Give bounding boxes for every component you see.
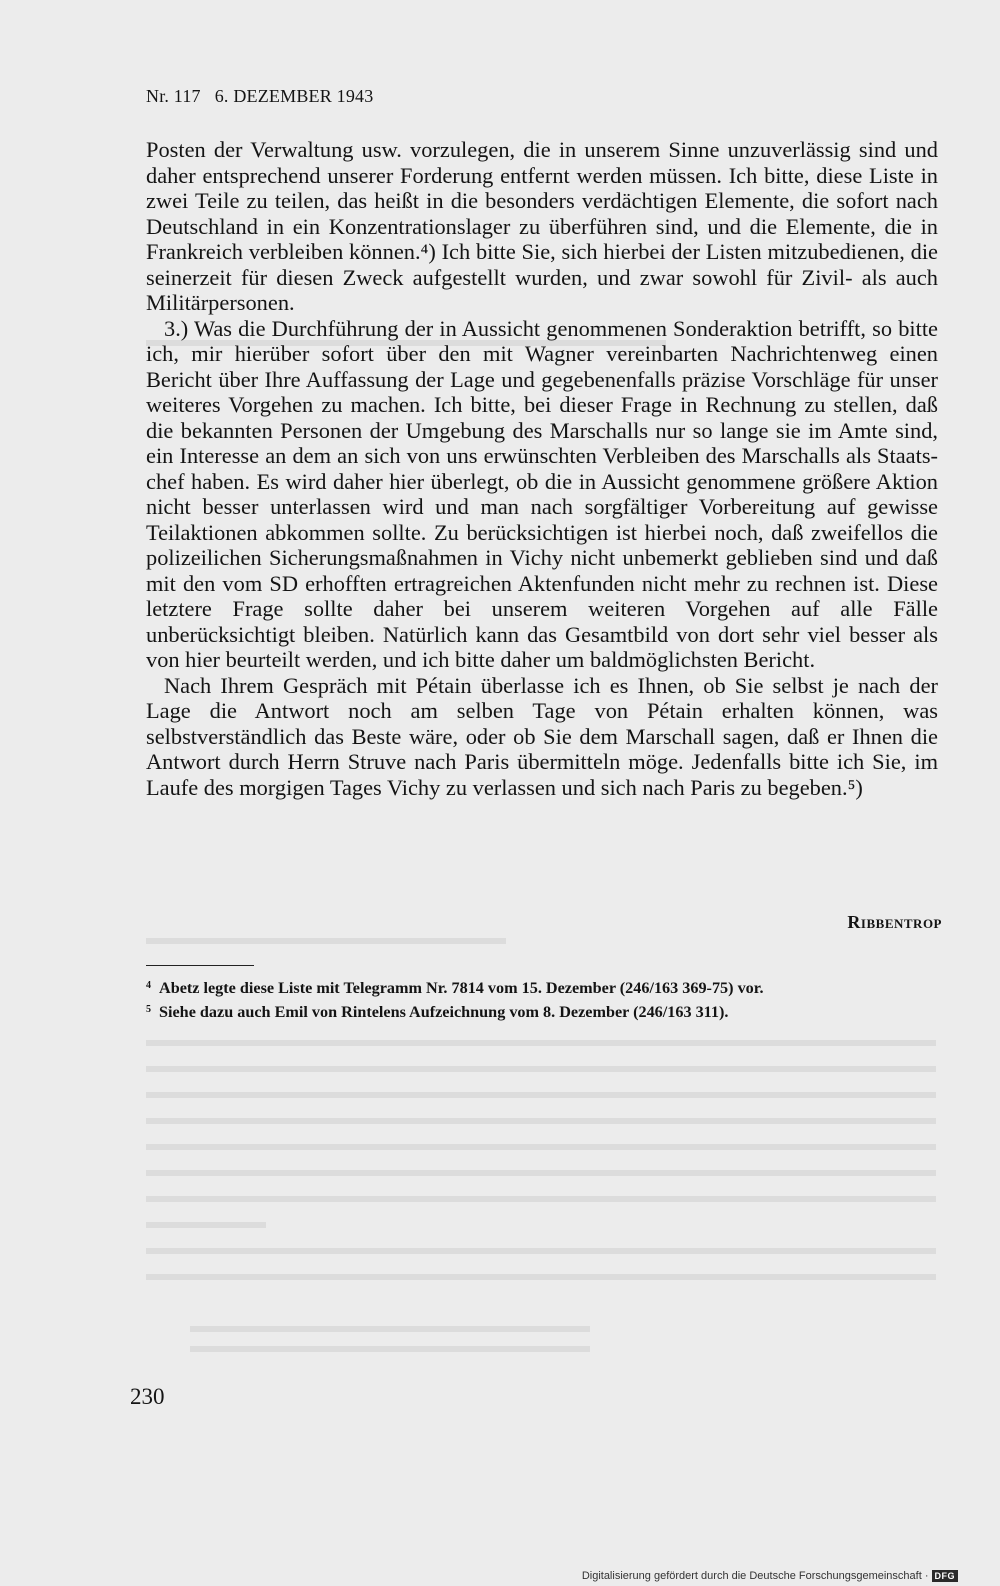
paragraph: Posten der Verwaltung usw. vorzulegen, die in unserem Sinne unzuverlässig sind und daher entsprechend unserer Forderung entfernt werden müssen. Ich bitte, diese Liste in zwei Teile zu teilen, das heißt in die besonders verdächtigen Elemente, die sofort nach Deutschland in ein Konzentrationslager zu überführen sind, und die Elemente, die in Frankreich verbleiben können.⁴) Ich bitte Sie, sich hierbei der Listen mitzubedienen, die seinerzeit für diesen Zweck aufgestellt wurden, und zwar sowohl für Zivil- als auch Militärpersonen. xyxy=(146,137,938,315)
footnote xyxy=(146,975,938,999)
dfg-logo: DFG xyxy=(932,1570,959,1582)
paragraph: 3.) Was die Durchführung der in Aussicht genommenen Sonderaktion betrifft, so bitte ich, mir hierüber sofort über den mit Wagner vereinbarten Nachrichtenweg einen Bericht über Ihre Auffassung der Lage und gegebenenfalls präzise Vorschläge für unser weiteres Vorgehen zu machen. Ich bitte, bei dieser Frage in Rechnung zu stellen, daß die bekannten Personen der Umgebung des Marschalls nur so lange sie im Amte sind, ein Interesse an dem an sich von uns erwünschten Verbleiben des Marschalls als Staatschef haben. Es wird daher hier überlegt, ob die in Aussicht genommene größere Aktion nicht besser unterlassen wird und man nach sorgfältiger Vorbereitung auf gewisse Teilaktionen abkommen sollte. Zu berücksichtigen ist hierbei noch, daß zweifellos die polizeilichen Sicherungsmaßnahmen in Vichy nicht unbemerkt geblieben sind und daß mit den vom SD erhofften ertragreichen Aktenfunden nicht mehr zu rechnen ist. Diese letztere Frage sollte daher bei unserem weiteren Vorgehen auf alle Fälle unberücksichtigt bleiben. Natürlich kann das Gesamtbild von dort sehr viel besser als von hier beurteilt werden, und ich bitte daher um baldmöglichsten Bericht. xyxy=(146,315,938,672)
footnote-mark: 5 xyxy=(146,1004,151,1015)
bleed-through-mark xyxy=(146,1248,936,1254)
footnote-divider xyxy=(146,965,254,966)
footnote-text: Siehe dazu auch Emil von Rintelens Aufzeichnung vom 8. Dezember (246/163 311). xyxy=(159,1003,729,1021)
bleed-through-mark xyxy=(146,1118,936,1124)
footnote-mark: 4 xyxy=(146,980,151,991)
signature: Ribbentrop xyxy=(847,912,942,932)
bleed-through-mark xyxy=(190,1326,590,1332)
digitization-credit xyxy=(582,1570,958,1582)
document-date: 6. DEZEMBER 1943 xyxy=(214,86,374,106)
page-number: 230 xyxy=(130,1384,165,1409)
footnote-text: Abetz legte diese Liste mit Telegramm Nr. 7814 vom 15. Dezember (246/163 369-75) vor. xyxy=(159,979,764,997)
bleed-through-mark xyxy=(146,1040,936,1046)
bleed-through-mark xyxy=(146,1170,936,1176)
bleed-through-mark xyxy=(146,1144,936,1150)
credit-text: Digitalisierung gefördert durch die Deutsche Forschungsgemeinschaft · xyxy=(581,1570,929,1582)
body-text xyxy=(146,137,938,800)
running-head xyxy=(146,86,373,107)
paragraph: Nach Ihrem Gespräch mit Pétain überlasse ich es Ihnen, ob Sie selbst je nach der Lage die Antwort noch am selben Tage von Pétain erhalten können, was selbstverständlich das Beste wäre, oder ob Sie dem Marschall sagen, daß er Ihnen die Antwort durch Herrn Struve nach Paris übermitteln möge. Jedenfalls bitte ich Sie, im Laufe des morgigen Tages Vichy zu verlassen und sich nach Paris zu begeben.⁵) xyxy=(146,672,938,800)
bleed-through-mark xyxy=(146,1222,266,1228)
document-number: Nr. 117 xyxy=(146,86,201,106)
bleed-through-mark xyxy=(190,1346,590,1352)
bleed-through-mark xyxy=(146,1274,936,1280)
bleed-through-mark xyxy=(146,1092,936,1098)
footnote xyxy=(146,999,938,1023)
bleed-through-mark xyxy=(146,1066,936,1072)
footnotes xyxy=(146,975,938,1023)
bleed-through-mark xyxy=(146,1196,936,1202)
bleed-through-mark xyxy=(146,938,506,944)
